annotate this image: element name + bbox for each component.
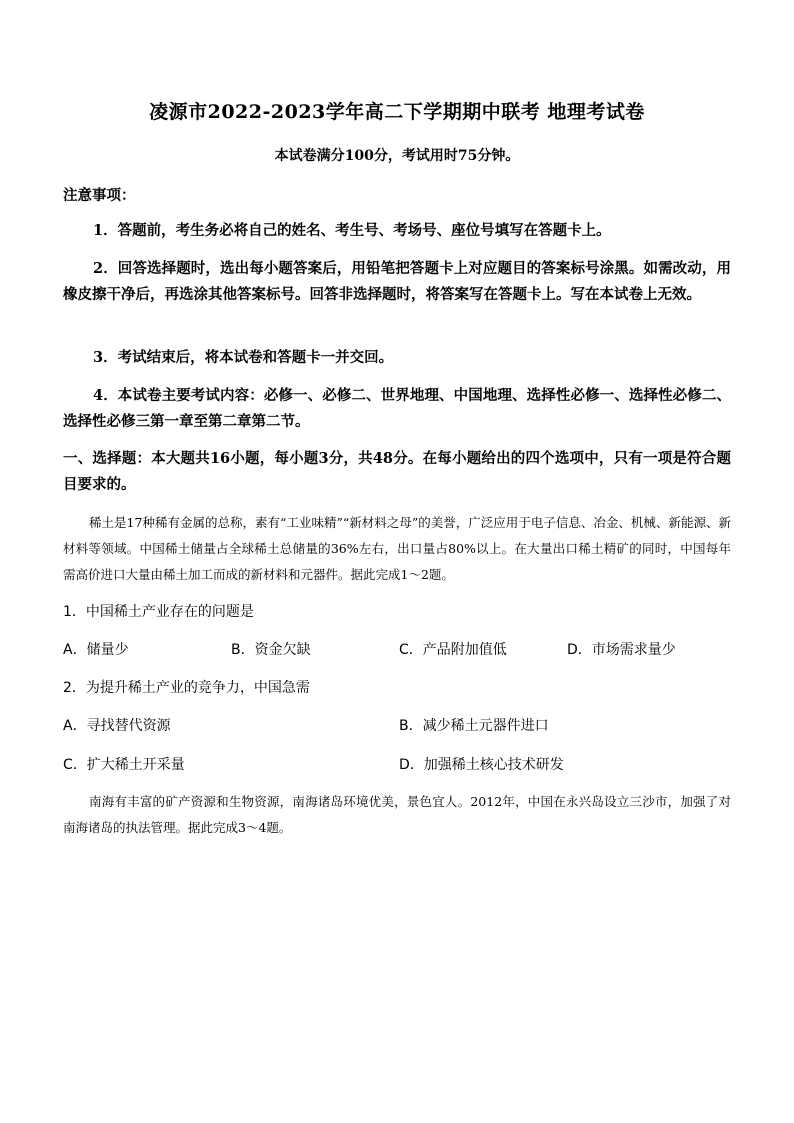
question-2-option-c[interactable]: C．扩大稀土开采量 [63,757,185,773]
material-passage-1: 稀土是17种稀有金属的总称，素有“工业味精”“新材料之母”的美誉，广泛应用于电子信息、冶金、机械、新能源、新材料等领域。中国稀土储量占全球稀土总储量的36%左右，出口量占80%以上。在大量出口稀土精矿的同时，中国每年需高价进口大量由稀土加工而成的新材料和元器件。据此完成1～2题。 [63,515,731,582]
notice-item-2: 2．回答选择题时，选出每小题答案后，用铅笔把答题卡上对应题目的答案标号涂黑。如需改动，用橡皮擦干净后，再选涂其他答案标号。回答非选择题时，将答案写在答题卡上。写在本试卷上无效。 [63,260,731,303]
question-1-stem: 1．中国稀土产业存在的问题是 [63,604,254,620]
exam-title: 凌源市2022-2023学年高二下学期期中联考 地理考试卷 [149,101,645,123]
question-2-option-b[interactable]: B．减少稀土元器件进口 [399,718,549,734]
question-1-option-c[interactable]: C．产品附加值低 [399,642,507,658]
notice-heading: 注意事项： [63,187,136,204]
question-1-option-a[interactable]: A．储量少 [63,642,129,658]
section-heading: 一、选择题：本大题共16小题，每小题3分，共48分。在每小题给出的四个选项中，只有一项是符合题目要求的。 [63,450,731,493]
question-2-option-d[interactable]: D．加强稀土核心技术研发 [399,757,564,773]
question-1-option-b[interactable]: B．资金欠缺 [231,642,311,658]
notice-item-4: 4．本试卷主要考试内容：必修一、必修二、世界地理、中国地理、选择性必修一、选择性必修二、选择性必修三第一章至第二章第二节。 [63,387,731,430]
question-2-option-a[interactable]: A．寻找替代资源 [63,718,171,734]
exam-subtitle: 本试卷满分100分，考试用时75分钟。 [274,148,520,164]
notice-item-1: 1．答题前，考生务必将自己的姓名、考生号、考场号、座位号填写在答题卡上。 [93,222,611,239]
question-1-option-d[interactable]: D．市场需求量少 [567,642,676,658]
notice-item-3: 3．考试结束后，将本试卷和答题卡一并交回。 [93,349,394,366]
question-2-stem: 2．为提升稀土产业的竞争力，中国急需 [63,680,310,696]
material-passage-2: 南海有丰富的矿产资源和生物资源，南海诸岛环境优美，景色宜人。2012年，中国在永兴岛设立三沙市，加强了对南海诸岛的执法管理。据此完成3～4题。 [63,794,731,835]
